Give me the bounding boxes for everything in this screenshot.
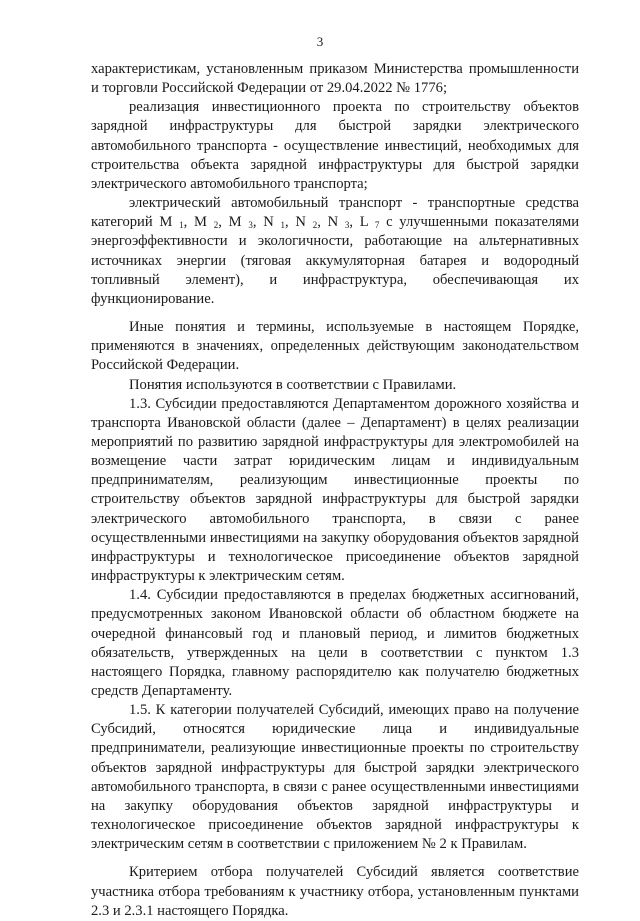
category-n1: N $_1$ [263, 214, 286, 231]
paragraph-section-1-4: 1.4. Субсидии предоставляются в пределах бюджетных ассигнований, предусмотренных законом Ивановской области об областном бюджете на очередной финансовый год и плановый период, и лимитов бюджетных обязательств, утвержденных на цели в соответствии с пунктом 1.3 настоящего Порядка, главному распорядителю как получателю бюджетных средств Департаменту. [91, 587, 579, 699]
document-body [91, 60, 579, 921]
page-number: 3 [316, 34, 324, 49]
electric-transport-text-end: с улучшенными показателями энергоэффективности и экологичности, работающие на альтернативных источниках энергии (тяговая аккумуляторная батарея и водородный топливный элемент), и инфраструктура, обеспечивающая их функционирование. [91, 214, 580, 307]
paragraph-investment-project: реализация инвестиционного проекта по строительству объектов зарядной инфраструктуры для быстрой зарядки электрического автомобильного транспорта - осуществление инвестиций, необходимых для строительства объекта зарядной инфраструктуры для быстрой зарядки электрического автомобильного транспорта; [91, 99, 579, 192]
category-n2: N $_2$ [295, 214, 318, 231]
category-m3: M $_3$ [228, 214, 253, 231]
electric-transport-text-start: электрический автомобильный транспорт - транспортные средства категорий [91, 195, 579, 231]
paragraph-selection-criterion: Критерием отбора получателей Субсидий является соответствие участника отбора требованиям к участнику отбора, установленным пунктами 2.3 и 2.3.1 настоящего Порядка. [91, 864, 579, 919]
paragraph-electric-transport: электрический автомобильный транспорт - транспортные средства категорий M $_1$, M $_2$, M $_3$, N $_1$, N $_2$, N $_3$, L $_7$ с улучшенными показателями энергоэффективности и экологичности, работающие на альтернативных источниках энергии (тяговая аккумуляторная батарея и водородный топливный элемент), и инфраструктура, обеспечивающая их функционирование. [91, 195, 580, 307]
paragraph-characteristics: характеристикам, установленным приказом Министерства промышленности и торговли Российской Федерации от 29.04.2022 № 1776; [91, 61, 579, 97]
paragraph-section-1-3: 1.3. Субсидии предоставляются Департаментом дорожного хозяйства и транспорта Ивановской области (далее – Департамент) в целях реализации мероприятий по развитию зарядной инфраструктуры для электромобилей на возмещение части затрат юридическим лицам и индивидуальным предпринимателям, реализующим инвестиционные проекты по строительству объектов зарядной инфраструктуры для быстрой зарядки электрического автомобильного транспорта, в связи с ранее осуществленными инвестициями на закупку оборудования объектов зарядной инфраструктуры и технологическое присоединение объектов зарядной инфраструктуры к электрическим сетям. [91, 395, 579, 585]
category-l7: L $_7$ [359, 214, 380, 231]
category-m2: M $_2$ [194, 214, 219, 231]
paragraph-rules-reference: Понятия используются в соответствии с Правилами. [129, 376, 457, 393]
category-n3: N $_3$ [327, 214, 350, 231]
paragraph-section-1-5: 1.5. К категории получателей Субсидий, имеющих право на получение Субсидий, относятся юридические лица и индивидуальные предприниматели, реализующие инвестиционные проекты по строительству объектов зарядной инфраструктуры для быстрой зарядки электрического автомобильного транспорта, в связи с ранее осуществленными инвестициями на закупку оборудования объектов зарядной инфраструктуры и технологическое присоединение объектов зарядной инфраструктуры к электрическим сетям в соответствии с приложением № 2 к Правилам. [91, 702, 579, 853]
category-m1: M $_1$ [159, 214, 184, 231]
paragraph-other-terms: Иные понятия и термины, используемые в настоящем Порядке, применяются в значениях, определенных действующим законодательством Российской Федерации. [91, 319, 579, 374]
